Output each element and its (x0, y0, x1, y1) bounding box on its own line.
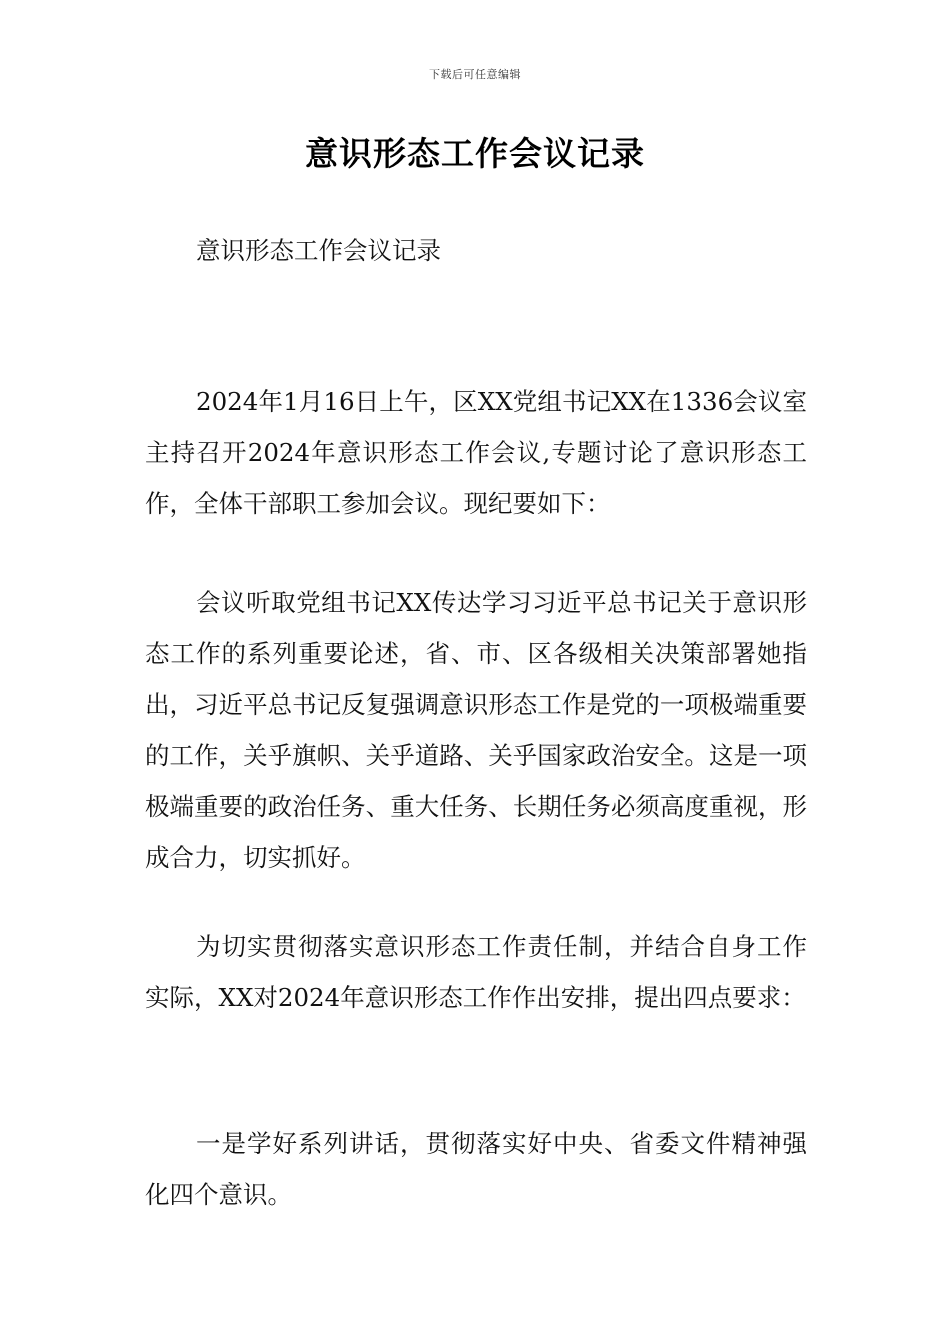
paragraph-1: 2024年1月16日上午，区XX党组书记XX在1336会议室主持召开2024年意识形态工作会议,专题讨论了意识形态工作，全体干部职工参加会议。现纪要如下： (145, 387, 807, 518)
paragraph-3: 为切实贯彻落实意识形态工作责任制，并结合自身工作实际，XX对2024年意识形态工作作出安排，提出四点要求： (145, 932, 807, 1012)
paragraph-4: 一是学好系列讲话，贯彻落实好中央、省委文件精神强化四个意识。 (145, 1129, 807, 1209)
header-note: 下载后可任意编辑 (429, 68, 521, 81)
document-title: 意识形态工作会议记录 (305, 134, 645, 173)
document-subtitle: 意识形态工作会议记录 (196, 236, 441, 265)
paragraph-2: 会议听取党组书记XX传达学习习近平总书记关于意识形态工作的系列重要论述，省、市、区各级相关决策部署她指出，习近平总书记反复强调意识形态工作是党的一项极端重要的工作，关乎旗帜、关乎道路、关乎国家政治安全。这是一项极端重要的政治任务、重大任务、长期任务必须高度重视，形成合力，切实抓好。 (145, 588, 807, 872)
